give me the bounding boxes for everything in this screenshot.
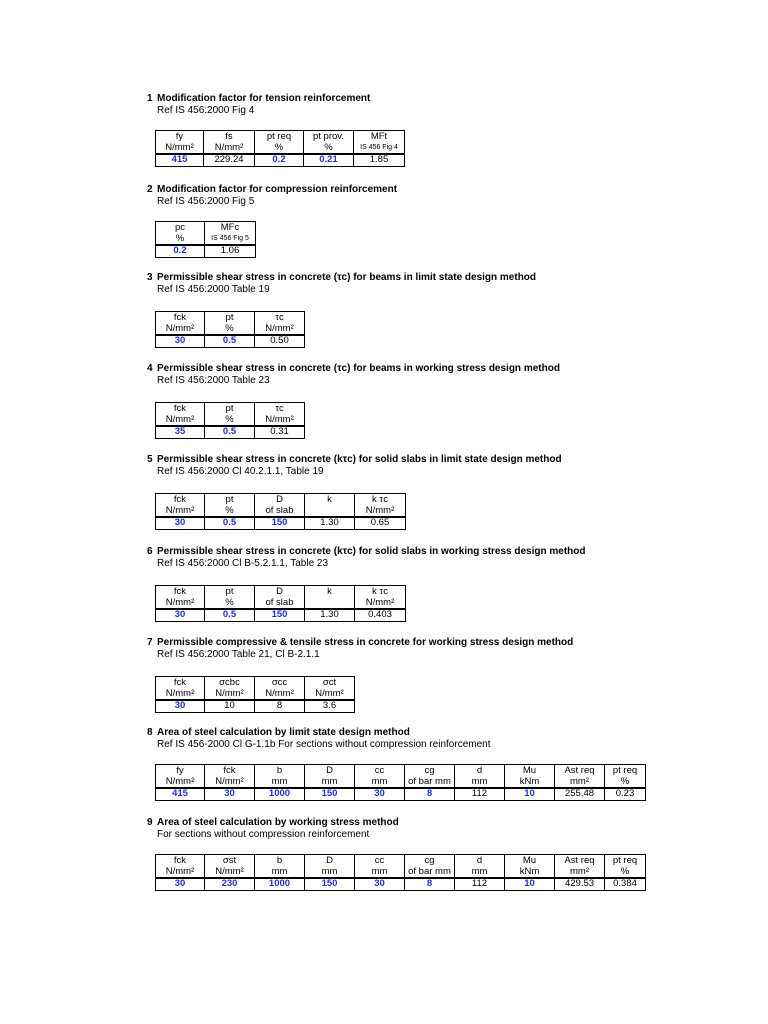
unit-cell: mm	[355, 867, 405, 879]
section-8	[147, 727, 491, 751]
unit-cell: mm	[455, 777, 505, 789]
header-cell: σcc	[255, 677, 305, 689]
value-cell: 0.384	[605, 878, 646, 890]
header-cell: fy	[156, 131, 204, 143]
value-cell: 1.30	[305, 609, 355, 621]
unit-cell: %	[255, 143, 304, 155]
header-cell: pt req	[605, 855, 646, 867]
input-value-cell[interactable]: 30	[355, 788, 405, 800]
input-value-cell[interactable]: 150	[305, 878, 355, 890]
input-value-cell[interactable]: 0.21	[304, 154, 354, 166]
value-cell: 112	[455, 788, 505, 800]
unit-cell: %	[605, 867, 646, 879]
unit-cell: N/mm²	[205, 689, 255, 701]
header-cell: fck	[156, 312, 205, 324]
unit-cell: N/mm²	[205, 777, 255, 789]
value-cell: 0.50	[255, 335, 305, 347]
unit-cell: IS 456 Fig 5	[205, 234, 256, 246]
section-number: 8	[147, 727, 153, 738]
input-value-cell[interactable]: 8	[405, 788, 455, 800]
input-value-cell[interactable]: 150	[255, 609, 305, 621]
unit-cell: %	[205, 324, 255, 336]
header-cell: σst	[205, 855, 255, 867]
table-1	[155, 130, 405, 167]
unit-cell: mm²	[555, 777, 605, 789]
section-5	[147, 454, 562, 478]
unit-cell: N/mm²	[156, 689, 205, 701]
header-cell: k τc	[355, 586, 406, 598]
unit-cell: IS 456 Fig 4	[354, 143, 405, 155]
input-value-cell[interactable]: 0.5	[205, 517, 255, 529]
header-cell: Mu	[505, 855, 555, 867]
input-value-cell[interactable]: 30	[156, 335, 205, 347]
table-4	[155, 402, 305, 439]
input-value-cell[interactable]: 30	[156, 878, 205, 890]
header-cell: fck	[156, 403, 205, 415]
section-ref: For sections without compression reinforcement	[157, 829, 370, 840]
value-cell: 0.31	[255, 426, 305, 438]
header-cell: D	[305, 765, 355, 777]
header-cell: d	[455, 765, 505, 777]
unit-cell: %	[304, 143, 354, 155]
unit-cell	[305, 506, 355, 518]
header-cell: cc	[355, 765, 405, 777]
unit-cell: %	[205, 506, 255, 518]
header-cell: D	[255, 494, 305, 506]
input-value-cell[interactable]: 8	[405, 878, 455, 890]
section-ref: Ref IS 456:2000 Fig 4	[157, 105, 255, 116]
unit-cell: %	[205, 415, 255, 427]
input-value-cell[interactable]: 415	[156, 154, 204, 166]
section-ref: Ref IS 456:2000 Cl 40.2.1.1, Table 19	[157, 466, 324, 477]
header-cell: pt req	[605, 765, 646, 777]
header-cell: Ast req	[555, 855, 605, 867]
header-cell: fck	[156, 494, 205, 506]
section-4	[147, 363, 560, 387]
unit-cell: mm	[305, 867, 355, 879]
header-cell: pt	[205, 403, 255, 415]
value-cell: 112	[455, 878, 505, 890]
table-3	[155, 311, 305, 348]
input-value-cell[interactable]: 150	[305, 788, 355, 800]
section-title: Permissible shear stress in concrete (τc) for beams in working stress design method	[157, 363, 560, 374]
input-value-cell[interactable]: 0.5	[205, 426, 255, 438]
value-cell: 1.30	[305, 517, 355, 529]
unit-cell: kNm	[505, 777, 555, 789]
header-cell: τc	[255, 403, 305, 415]
header-cell: fck	[205, 765, 255, 777]
unit-cell: N/mm²	[156, 777, 205, 789]
unit-cell: mm	[255, 777, 305, 789]
header-cell: Ast req	[555, 765, 605, 777]
table-2	[155, 221, 256, 258]
header-cell: fck	[156, 677, 205, 689]
value-cell: 8	[255, 700, 305, 712]
section-ref: Ref IS 456:2000 Table 23	[157, 375, 270, 386]
input-value-cell[interactable]: 0.2	[255, 154, 304, 166]
section-ref: Ref IS 456:2000 Cl B-5.2.1.1, Table 23	[157, 558, 329, 569]
input-value-cell[interactable]: 0.5	[205, 335, 255, 347]
input-value-cell[interactable]: 0.2	[156, 245, 205, 257]
header-cell: cc	[355, 855, 405, 867]
unit-cell: N/mm²	[204, 143, 255, 155]
value-cell: 255.48	[555, 788, 605, 800]
value-cell: 3.6	[305, 700, 355, 712]
section-ref: Ref IS 456:2000 Fig 5	[157, 196, 255, 207]
unit-cell: N/mm²	[156, 415, 205, 427]
header-cell: b	[255, 765, 305, 777]
unit-cell: N/mm²	[305, 689, 355, 701]
unit-cell: N/mm²	[205, 867, 255, 879]
header-cell: MFc	[205, 222, 256, 234]
input-value-cell[interactable]: 1000	[255, 788, 305, 800]
section-number: 4	[147, 363, 153, 374]
input-value-cell[interactable]: 150	[255, 517, 305, 529]
unit-cell: N/mm²	[255, 415, 305, 427]
unit-cell: mm	[255, 867, 305, 879]
section-2	[147, 184, 397, 208]
value-cell: 1.06	[205, 245, 256, 257]
section-number: 6	[147, 546, 153, 557]
input-value-cell[interactable]: 30	[156, 517, 205, 529]
header-cell: k	[305, 494, 355, 506]
section-title: Modification factor for tension reinforcement	[157, 93, 371, 104]
unit-cell: N/mm²	[156, 143, 204, 155]
input-value-cell[interactable]: 0.5	[205, 609, 255, 621]
header-cell: D	[255, 586, 305, 598]
header-cell: cg	[405, 855, 455, 867]
unit-cell: mm	[455, 867, 505, 879]
section-title: Area of steel calculation by limit state design method	[157, 727, 410, 738]
value-cell: 0.65	[355, 517, 406, 529]
section-6	[147, 546, 586, 570]
header-cell: fck	[156, 586, 205, 598]
section-ref: Ref IS 456-2000 Cl G-1.1b For sections without compression reinforcement	[157, 739, 491, 750]
value-cell: 0.403	[355, 609, 406, 621]
header-cell: k τc	[355, 494, 406, 506]
input-value-cell[interactable]: 35	[156, 426, 205, 438]
unit-cell: of slab	[255, 506, 305, 518]
header-cell: σcbc	[205, 677, 255, 689]
section-ref: Ref IS 456:2000 Table 21, Cl B-2.1.1	[157, 649, 320, 660]
header-cell: cg	[405, 765, 455, 777]
unit-cell: mm²	[555, 867, 605, 879]
value-cell: 429.53	[555, 878, 605, 890]
input-value-cell[interactable]: 10	[505, 878, 555, 890]
header-cell: τc	[255, 312, 305, 324]
unit-cell: N/mm²	[156, 867, 205, 879]
header-cell: fs	[204, 131, 255, 143]
header-cell: d	[455, 855, 505, 867]
unit-cell: %	[605, 777, 646, 789]
input-value-cell[interactable]: 30	[156, 700, 205, 712]
section-3	[147, 272, 536, 296]
header-cell: k	[305, 586, 355, 598]
section-number: 5	[147, 454, 153, 465]
unit-cell: N/mm²	[255, 689, 305, 701]
unit-cell: mm	[305, 777, 355, 789]
header-cell: Mu	[505, 765, 555, 777]
section-ref: Ref IS 456:2000 Table 19	[157, 284, 270, 295]
section-title: Modification factor for compression reinforcement	[157, 184, 398, 195]
table-6	[155, 585, 406, 622]
unit-cell: N/mm²	[355, 598, 406, 610]
unit-cell: %	[205, 598, 255, 610]
table-7	[155, 676, 355, 713]
input-value-cell[interactable]: 415	[156, 788, 205, 800]
section-number: 1	[147, 93, 153, 104]
section-1	[147, 93, 370, 117]
input-value-cell[interactable]: 230	[205, 878, 255, 890]
table-9	[155, 854, 646, 891]
unit-cell: kNm	[505, 867, 555, 879]
section-title: Area of steel calculation by working stress method	[157, 817, 399, 828]
section-title: Permissible shear stress in concrete (kτc) for solid slabs in working stress design method	[157, 546, 586, 557]
value-cell: 10	[205, 700, 255, 712]
header-cell: pc	[156, 222, 205, 234]
unit-cell: N/mm²	[255, 324, 305, 336]
header-cell: b	[255, 855, 305, 867]
header-cell: pt req	[255, 131, 304, 143]
input-value-cell[interactable]: 1000	[255, 878, 305, 890]
section-number: 2	[147, 184, 153, 195]
input-value-cell[interactable]: 30	[205, 788, 255, 800]
unit-cell: of slab	[255, 598, 305, 610]
section-number: 9	[147, 817, 153, 828]
header-cell: D	[305, 855, 355, 867]
unit-cell: of bar mm	[405, 777, 455, 789]
value-cell: 229.24	[204, 154, 255, 166]
header-cell: pt	[205, 586, 255, 598]
header-cell: MFt	[354, 131, 405, 143]
input-value-cell[interactable]: 30	[156, 609, 205, 621]
table-5	[155, 493, 406, 530]
unit-cell: N/mm²	[156, 506, 205, 518]
unit-cell	[305, 598, 355, 610]
unit-cell: mm	[355, 777, 405, 789]
input-value-cell[interactable]: 30	[355, 878, 405, 890]
unit-cell: N/mm²	[355, 506, 406, 518]
unit-cell: %	[156, 234, 205, 246]
table-8	[155, 764, 646, 801]
value-cell: 0.23	[605, 788, 646, 800]
section-9	[147, 817, 399, 841]
header-cell: pt	[205, 494, 255, 506]
value-cell: 1.85	[354, 154, 405, 166]
unit-cell: of bar mm	[405, 867, 455, 879]
section-number: 7	[147, 637, 153, 648]
section-title: Permissible compressive & tensile stress in concrete for working stress design method	[157, 637, 574, 648]
section-title: Permissible shear stress in concrete (kτc) for solid slabs in limit state design method	[157, 454, 562, 465]
unit-cell: N/mm²	[156, 324, 205, 336]
section-title: Permissible shear stress in concrete (τc) for beams in limit state design method	[157, 272, 537, 283]
header-cell: pt prov.	[304, 131, 354, 143]
header-cell: σct	[305, 677, 355, 689]
header-cell: fy	[156, 765, 205, 777]
unit-cell: N/mm²	[156, 598, 205, 610]
header-cell: pt	[205, 312, 255, 324]
section-number: 3	[147, 272, 153, 283]
section-7	[147, 637, 573, 661]
header-cell: fck	[156, 855, 205, 867]
input-value-cell[interactable]: 10	[505, 788, 555, 800]
